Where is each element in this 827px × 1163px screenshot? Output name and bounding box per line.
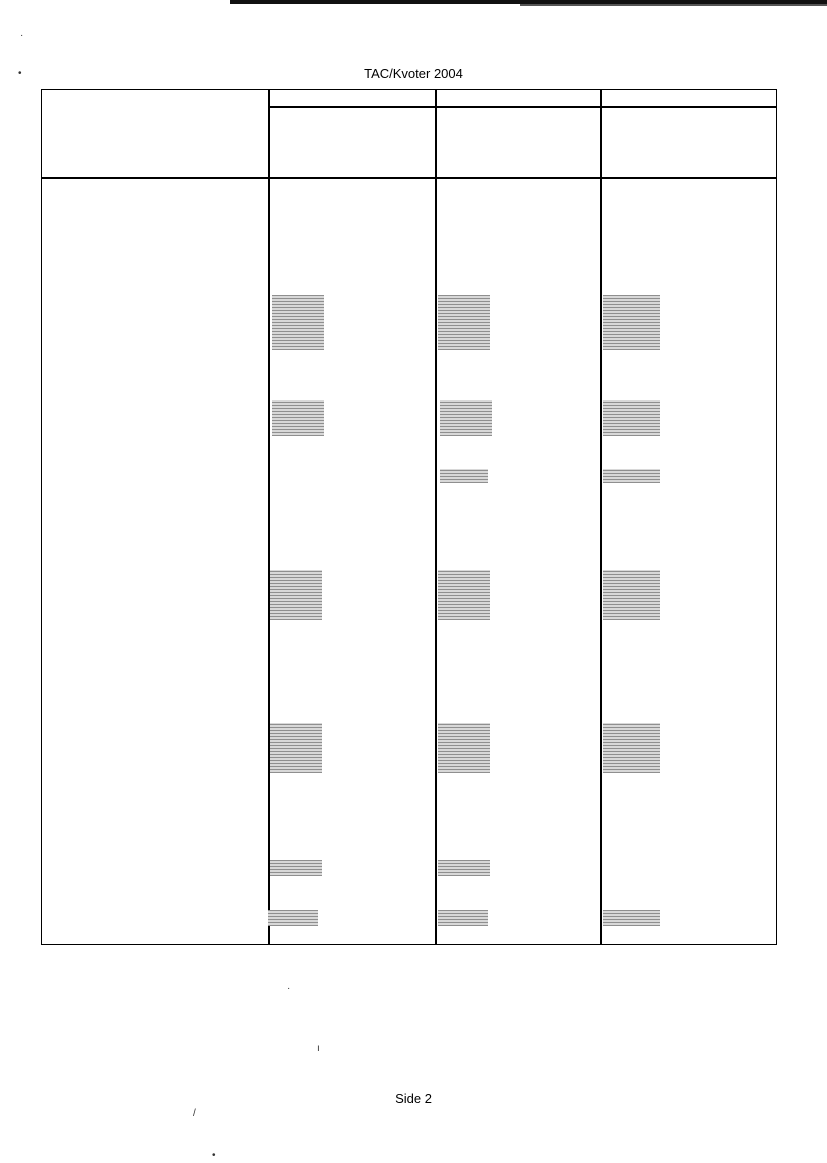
shaded-cell <box>440 469 488 483</box>
page-footer: Side 2 <box>395 1091 432 1106</box>
scan-speck: · <box>20 30 24 41</box>
shaded-cell <box>603 910 660 926</box>
shaded-cell <box>270 570 322 620</box>
column-separator <box>435 89 437 945</box>
shaded-cell <box>603 295 660 350</box>
scan-speck: • <box>18 68 22 79</box>
scan-speck: • <box>212 1150 216 1161</box>
shaded-cell <box>440 400 492 436</box>
scan-speck: / <box>193 1108 196 1119</box>
header-bottom-rule <box>41 177 777 179</box>
shaded-cell <box>603 469 660 483</box>
shaded-cell <box>603 570 660 620</box>
scan-speck: · <box>287 983 291 994</box>
column-separator <box>268 89 270 945</box>
shaded-cell <box>268 910 318 926</box>
shaded-cell <box>272 295 324 350</box>
column-separator <box>600 89 602 945</box>
shaded-cell <box>270 723 322 773</box>
shaded-cell <box>438 723 490 773</box>
table-frame <box>41 89 777 945</box>
header-rule <box>600 106 777 108</box>
shaded-cell <box>603 723 660 773</box>
shaded-cell <box>438 910 488 926</box>
shaded-cell <box>438 860 490 876</box>
shaded-cell <box>270 860 322 876</box>
shaded-cell <box>603 400 660 436</box>
scan-top-border-shadow <box>520 4 827 6</box>
document-title: TAC/Kvoter 2004 <box>364 66 463 81</box>
quota-table <box>41 89 777 945</box>
header-rule <box>435 106 600 108</box>
shaded-cell <box>272 400 324 436</box>
shaded-cell <box>438 295 490 350</box>
scan-speck: ı <box>317 1043 320 1054</box>
shaded-cell <box>438 570 490 620</box>
header-rule <box>268 106 435 108</box>
